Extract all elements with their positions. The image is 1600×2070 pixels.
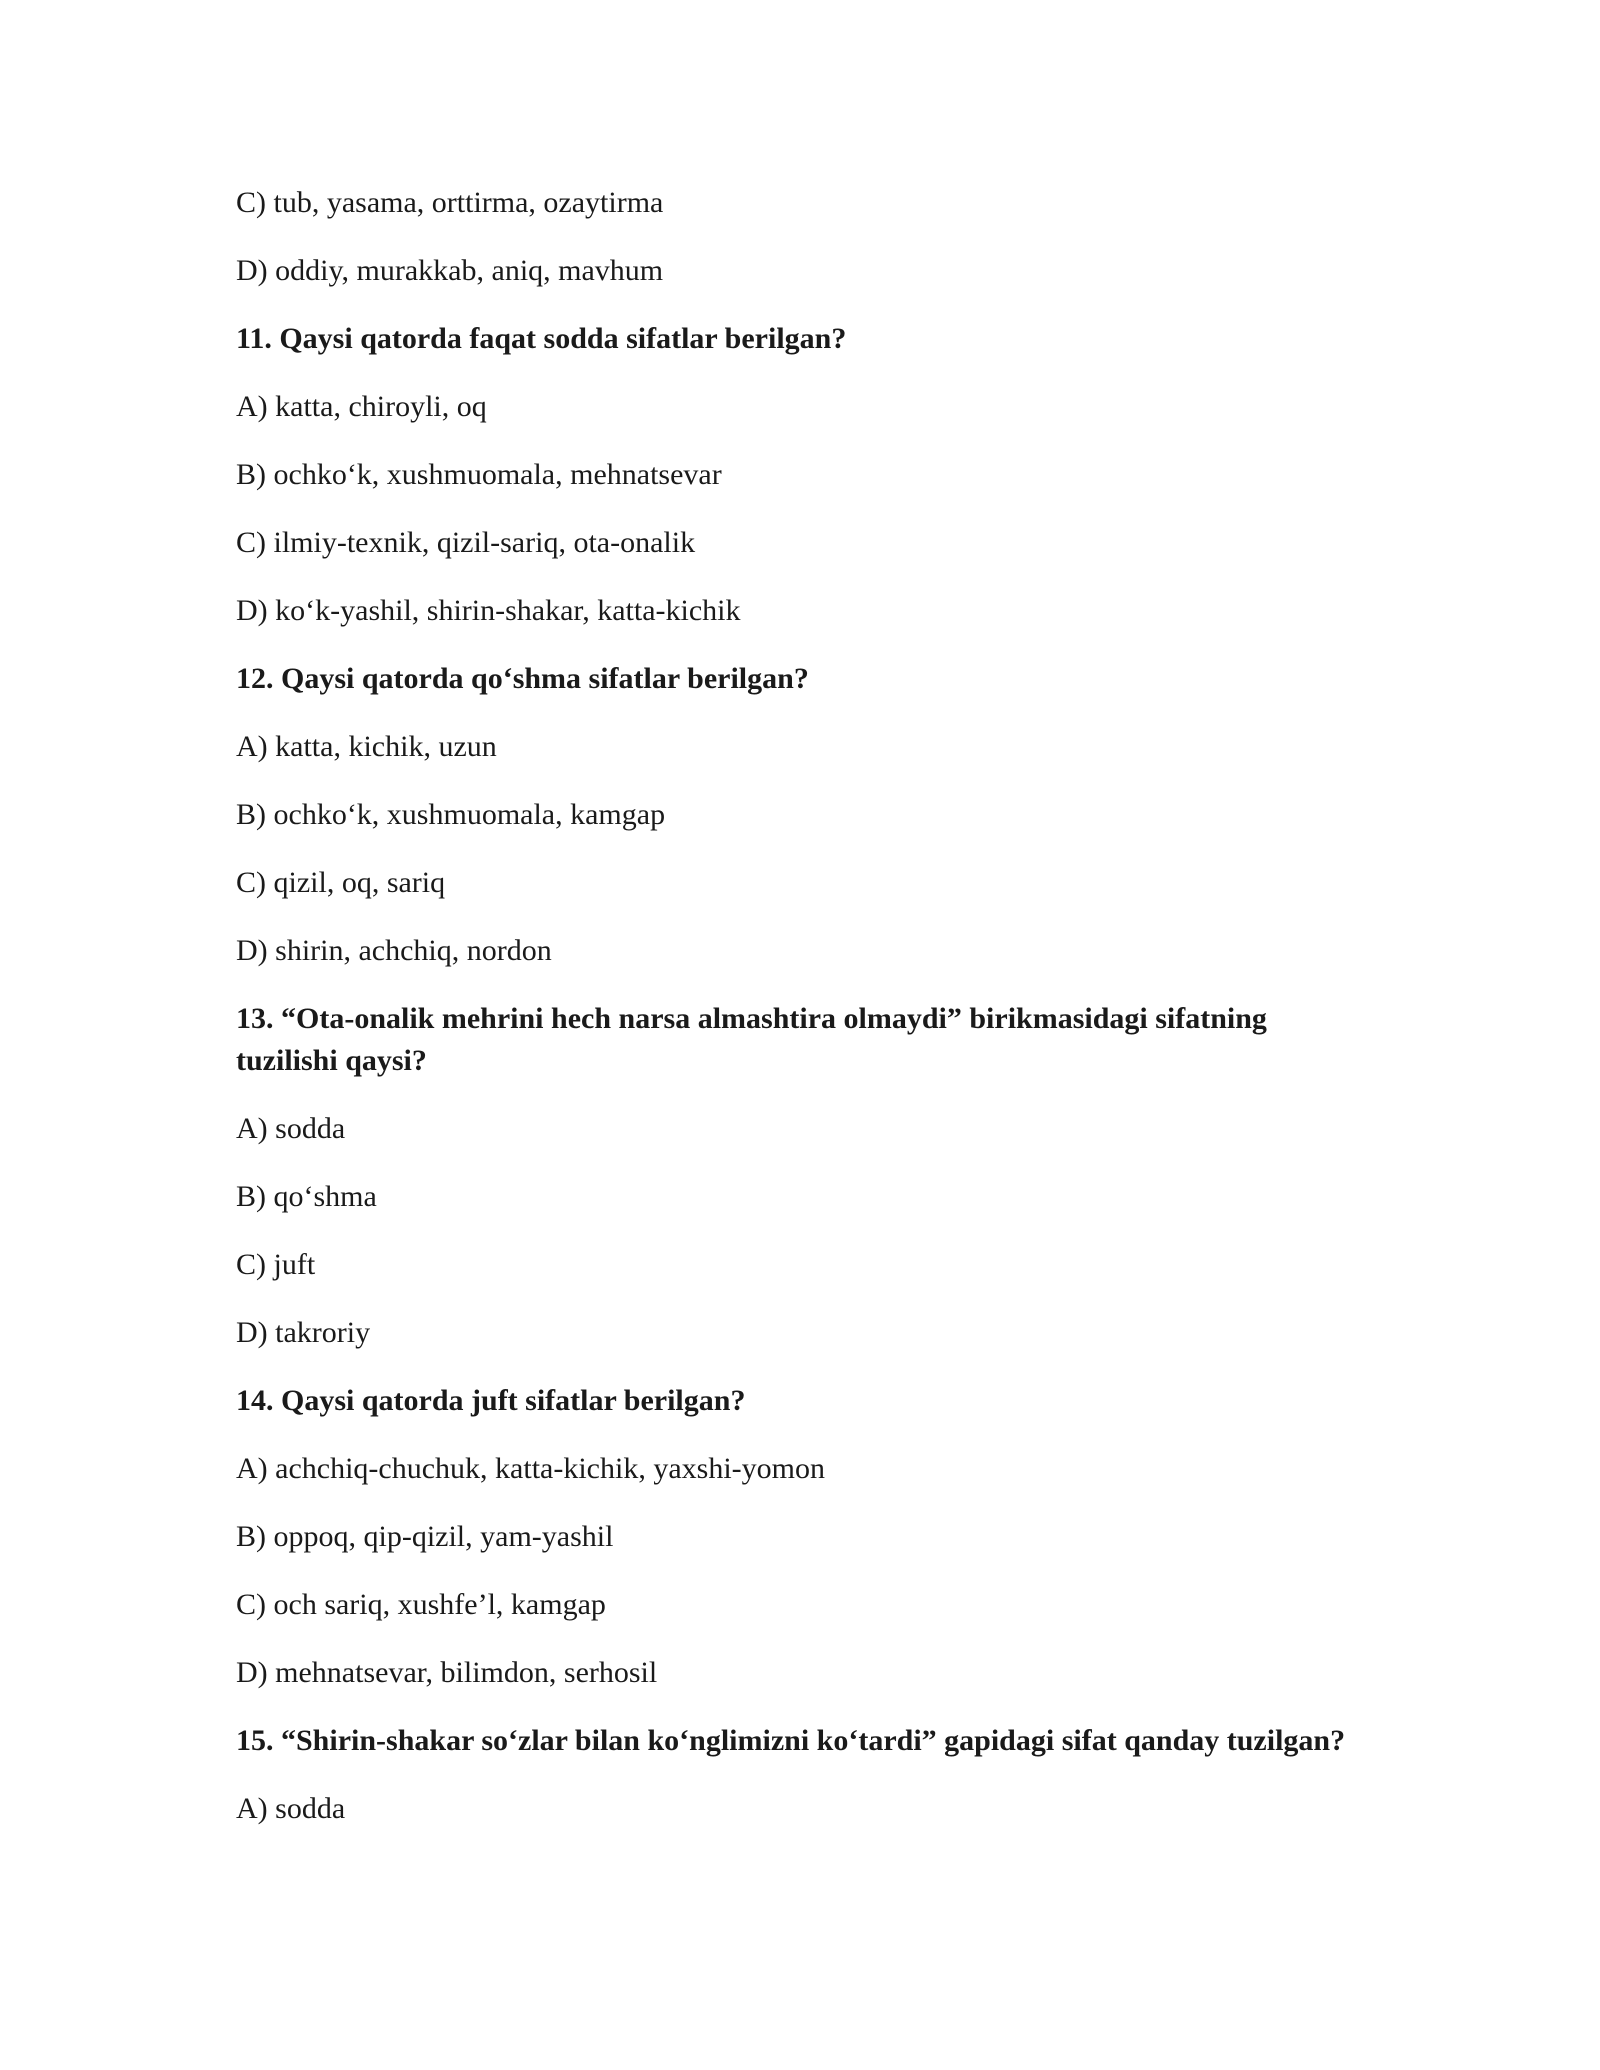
answer-option: A) katta, kichik, uzun [236, 730, 497, 763]
answer-option: D) takroriy [236, 1316, 371, 1349]
question-13: 13. “Ota-onalik mehrini hech narsa almashtira olmaydi” birikmasidagi sifatning tuzilishi qaysi? [236, 1002, 1267, 1077]
answer-option: C) qizil, oq, sariq [236, 866, 446, 899]
answer-option: A) sodda [236, 1112, 346, 1145]
answer-option: B) ochko‘k, xushmuomala, kamgap [236, 798, 666, 831]
answer-option: D) shirin, achchiq, nordon [236, 934, 552, 967]
answer-option: A) achchiq-chuchuk, katta-kichik, yaxshi-yomon [236, 1452, 825, 1485]
answer-option: C) ilmiy-texnik, qizil-sariq, ota-onalik [236, 526, 696, 559]
answer-option: D) ko‘k-yashil, shirin-shakar, katta-kichik [236, 594, 741, 627]
answer-option: A) katta, chiroyli, oq [236, 390, 487, 423]
answer-option: B) oppoq, qip-qizil, yam-yashil [236, 1520, 614, 1553]
answer-option: C) juft [236, 1248, 316, 1281]
question-15: 15. “Shirin-shakar so‘zlar bilan ko‘nglimizni ko‘tardi” gapidagi sifat qanday tuzilgan? [236, 1724, 1346, 1757]
answer-option: C) och sariq, xushfe’l, kamgap [236, 1588, 606, 1621]
answer-option: C) tub, yasama, orttirma, ozaytirma [236, 186, 664, 219]
answer-option: D) mehnatsevar, bilimdon, serhosil [236, 1656, 658, 1689]
question-14: 14. Qaysi qatorda juft sifatlar berilgan? [236, 1384, 746, 1417]
answer-option: B) ochko‘k, xushmuomala, mehnatsevar [236, 458, 722, 491]
answer-option: B) qo‘shma [236, 1180, 377, 1213]
answer-option: A) sodda [236, 1792, 346, 1825]
document-page [236, 182, 1366, 1830]
question-12: 12. Qaysi qatorda qo‘shma sifatlar berilgan? [236, 662, 809, 695]
question-11: 11. Qaysi qatorda faqat sodda sifatlar berilgan? [236, 322, 847, 355]
answer-option: D) oddiy, murakkab, aniq, mavhum [236, 254, 664, 287]
